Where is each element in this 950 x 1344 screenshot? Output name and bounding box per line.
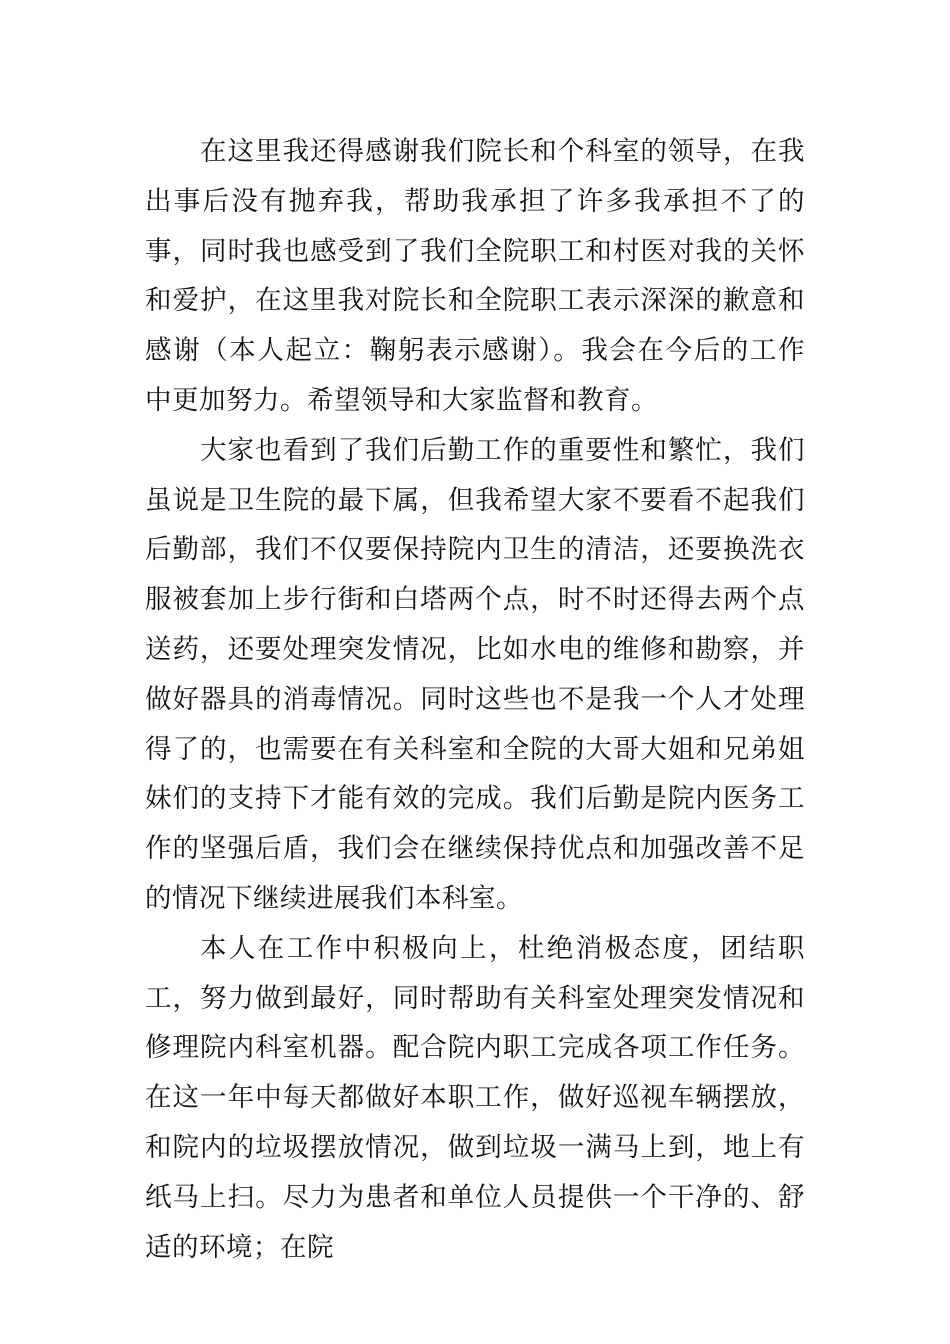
- paragraph-2: 大家也看到了我们后勤工作的重要性和繁忙，我们虽说是卫生院的最下属，但我希望大家不要看不起我们后勤部，我们不仅要保持院内卫生的清洁，还要换洗衣服被套加上步行街和白塔两个点，时不时还得去两个点送药，还要处理突发情况，比如水电的维修和勘察，并做好器具的消毒情况。同时这些也不是我一个人才处理得了的，也需要在有关科室和全院的大哥大姐和兄弟姐妹们的支持下才能有效的完成。我们后勤是院内医务工作的坚强后盾，我们会在继续保持优点和加强改善不足的情况下继续进展我们本科室。: [145, 434, 805, 914]
- paragraph-3: 本人在工作中积极向上，杜绝消极态度，团结职工，努力做到最好，同时帮助有关科室处理突发情况和修理院内科室机器。配合院内职工完成各项工作任务。在这一年中每天都做好本职工作，做好巡视车辆摆放，和院内的垃圾摆放情况，做到垃圾一满马上到，地上有纸马上扫。尽力为患者和单位人员提供一个干净的、舒适的环境；在院: [145, 932, 805, 1263]
- paragraph-1: 在这里我还得感谢我们院长和个科室的领导，在我出事后没有抛弃我，帮助我承担了许多我承担不了的事，同时我也感受到了我们全院职工和村医对我的关怀和爱护，在这里我对院长和全院职工表示深深的歉意和感谢（本人起立：鞠躬表示感谢）。我会在今后的工作中更加努力。希望领导和大家监督和教育。: [145, 136, 805, 416]
- document-page: [145, 127, 805, 1272]
